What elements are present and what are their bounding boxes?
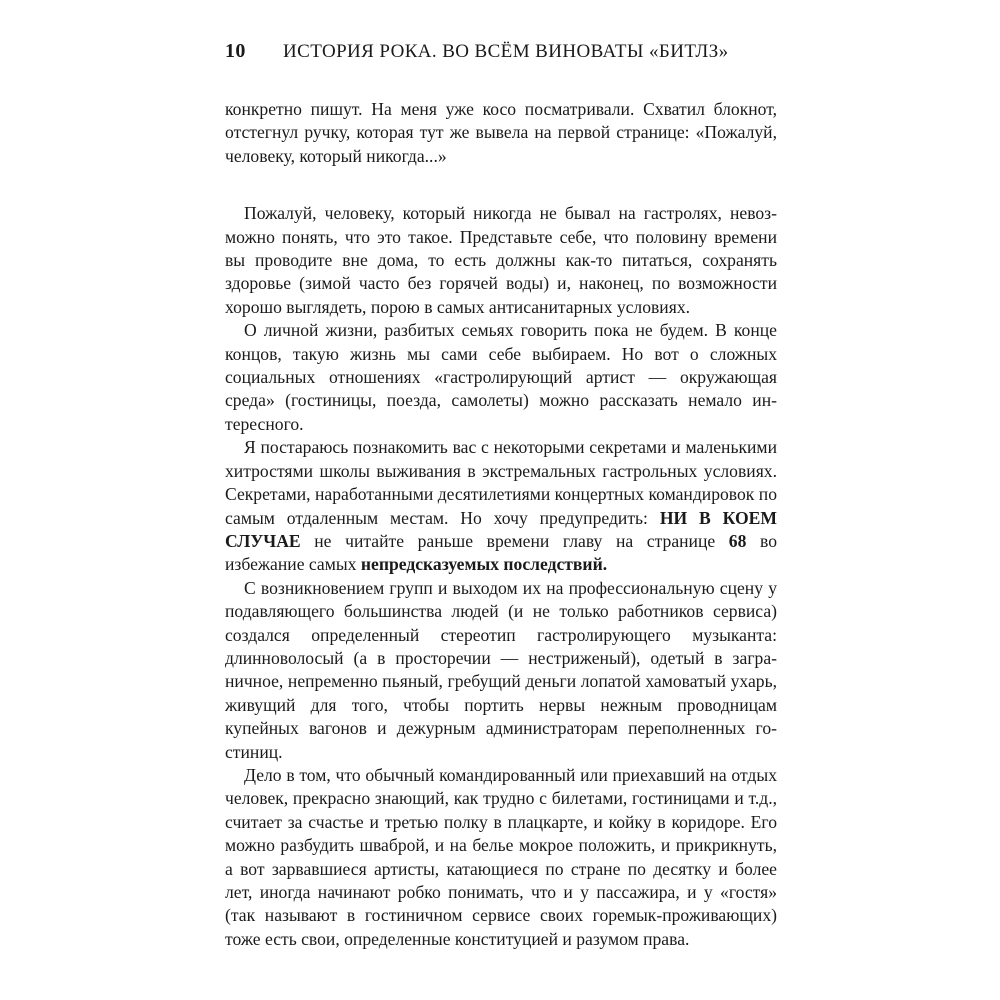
page-number: 10 xyxy=(225,40,246,62)
paragraph-continuation: конкретно пишут. На меня уже косо посматривали. Схватил блокнот, отстегнул ручку, которая тут же вывела на первой странице: «Пожалуй, человеку, который никогда...» xyxy=(225,99,777,166)
paragraph-1: Пожалуй, человеку, который никогда не бывал на гастролях, невозможно понять, что это такое. Представьте себе, что половину времени вы проводите вне дома, то есть должны как-то питаться, сохранять здоровье (зимой часто без горячей воды) и, наконец, по возможности хорошо выглядеть, порою в самых антисанитарных условиях. xyxy=(225,203,777,317)
paragraph-3-text-a: Я постараюсь познакомить вас с некоторыми секретами и маленькими хитростями школы выживания в экстремальных гастрольных условиях. Секретами, наработанными десятилетиями концертных командировок по самым отдаленным местам. Но хочу предупредить: xyxy=(225,437,777,528)
page-reference: 68 xyxy=(728,530,747,551)
consequences-emphasis: непредсказуемых последствий. xyxy=(360,554,608,575)
paragraph-5: Дело в том, что обычный командированный или приехавший на отдых человек, прекрасно знающий, как трудно с билетами, гостиницами и т.д., считает за счастье и третью полку в плацкарте, и койку в коридоре. Его можно разбудить шваброй, и на белье мокрое положить, и прикрикнуть, а вот зарвавшиеся артисты, катающиеся по стране по десятку и более лет, иногда начинают робко понимать, что и у пассажира, и у «гостя» (так называют в гостиничном сервисе своих горемык-проживающих) тоже есть свои, определенные конституцией и разумом права. xyxy=(225,764,777,949)
book-page xyxy=(225,40,777,951)
running-title: ИСТОРИЯ РОКА. ВО ВСЁМ ВИНОВАТЫ «БИТЛЗ» xyxy=(283,41,729,62)
paragraph-3 xyxy=(225,436,777,576)
paragraph-2: О личной жизни, разбитых семьях говорить пока не будем. В конце концов, такую жизнь мы сами себе выбираем. Но вот о сложных социальных отношениях «гастролирующий артист — окружающая среда» (гостиницы, поезда, самолеты) можно рассказать немало интересного. xyxy=(225,320,777,434)
paragraph-4: С возникновением групп и выходом их на профессиональную сцену у подавляющего большинства людей (и не только работников сервиса) создался определенный стереотип гастролирующего музыканта: длинноволосый (а в просторечии — нестриженый), одетый в заграничное, непременно пьяный, гребущий деньги лопатой хамоватый ухарь, живущий для того, чтобы портить нервы нежным проводницам купейных вагонов и дежурным администраторам переполненных гостиниц. xyxy=(225,577,777,762)
section-break xyxy=(225,168,777,202)
warning-emphasis: НИ В КОЕМ СЛУЧАЕ xyxy=(225,507,778,551)
paragraph-3-text-c: во избежание самых xyxy=(225,530,777,575)
paragraph-3-text-b: не читайте раньше времени главу на странице xyxy=(300,530,729,551)
body-text xyxy=(225,98,777,951)
page-header xyxy=(225,40,777,70)
